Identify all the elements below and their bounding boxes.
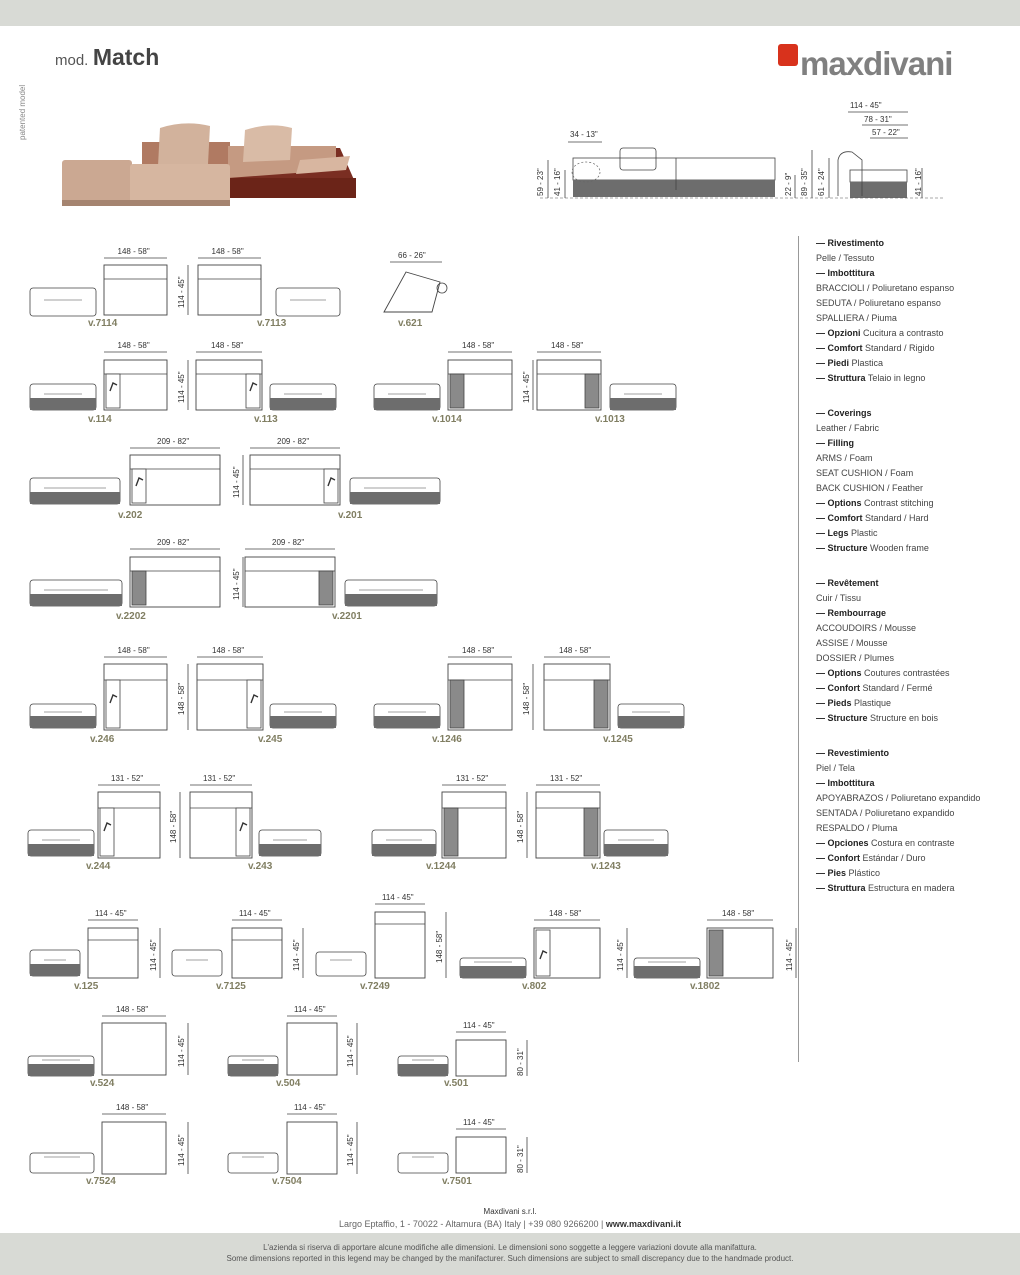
model-name: Match (92, 44, 160, 70)
model-code-7524: v.7524 (86, 1176, 116, 1187)
hero-dim-back-height: 89 - 35" (800, 168, 809, 196)
dim-depth: 148 - 58" (435, 930, 444, 963)
model-code-7125: v.7125 (216, 981, 246, 992)
dim-depth: 114 - 45" (616, 939, 625, 971)
dim-width: 148 - 58" (116, 1103, 149, 1112)
dim-width: 209 - 82" (157, 437, 190, 446)
module-plan-view (456, 1137, 506, 1173)
dim-depth: 114 - 45" (177, 276, 186, 308)
model-code-2202: v.2202 (116, 611, 146, 622)
dim-depth: 114 - 45" (232, 568, 241, 600)
module-arm (709, 930, 723, 976)
footer-address-text: Largo Eptaffio, 1 - 70022 - Altamura (BA) Italy | +39 080 9266200 | (338, 1219, 606, 1229)
model-code-501: v.501 (444, 1078, 469, 1089)
hero-cushion (620, 148, 656, 170)
dim-width: 209 - 82" (157, 538, 190, 547)
spec-line: — Legs Plastic (816, 528, 878, 538)
module-arm (319, 571, 333, 605)
spec-line: — Piedi Plastica (816, 358, 884, 368)
dim-depth: 80 - 31" (516, 1145, 525, 1173)
model-code-1243: v.1243 (591, 861, 621, 872)
module-arm (444, 808, 458, 856)
spec-panel (816, 236, 1016, 896)
module-base (30, 964, 80, 976)
dim-width: 209 - 82" (277, 437, 310, 446)
dim-width: 148 - 58" (211, 247, 244, 256)
dim-width: 148 - 58" (211, 341, 244, 350)
module-base (28, 1064, 94, 1076)
dim-width: 148 - 58" (462, 341, 495, 350)
hero-dim-depth-total: 114 - 45" (850, 101, 882, 110)
footer-address (0, 1219, 1020, 1229)
spec-line: — Comfort Standard / Hard (816, 513, 929, 523)
dim-depth: 114 - 45" (346, 1134, 355, 1166)
footer-website-link[interactable]: www.maxdivani.it (605, 1219, 682, 1229)
spec-line: BACK CUSHION / Feather (816, 483, 924, 493)
dim-width: 148 - 58" (462, 646, 495, 655)
model-code-125: v.125 (74, 981, 99, 992)
module-base (30, 398, 96, 410)
spec-line: — Coverings (816, 408, 872, 418)
dim-width: 148 - 58" (722, 909, 755, 918)
spec-line: — Structure Structure en bois (816, 713, 939, 723)
model-code-621: v.621 (398, 318, 423, 329)
hero-base (573, 180, 775, 197)
spec-line: — Options Coutures contrastées (816, 668, 950, 678)
model-code-7501: v.7501 (442, 1176, 472, 1187)
hero-technical-drawing (540, 112, 945, 198)
dim-depth: 114 - 45" (785, 939, 794, 971)
dim-width: 148 - 58" (116, 1005, 149, 1014)
module-front-view (398, 1153, 448, 1173)
spec-line: RESPALDO / Pluma (816, 823, 898, 833)
module-front-view (228, 1153, 278, 1173)
dim-width: 131 - 52" (111, 774, 144, 783)
dim-depth: 148 - 58" (522, 682, 531, 715)
spec-line: — Comfort Standard / Rigido (816, 343, 935, 353)
spec-line: APOYABRAZOS / Poliuretano expandido (816, 793, 981, 803)
dim-width: 148 - 58" (212, 646, 245, 655)
dim-width: 114 - 45" (463, 1118, 495, 1127)
module-base (604, 844, 668, 856)
spec-line: — Confort Standard / Fermé (816, 683, 933, 693)
module-base (634, 966, 700, 978)
dim-depth: 114 - 45" (232, 466, 241, 498)
model-code-246: v.246 (90, 734, 115, 745)
module-front-view (30, 288, 96, 316)
spec-line: — Options Contrast stitching (816, 498, 934, 508)
module-base (460, 966, 526, 978)
module-arm (585, 374, 599, 408)
spec-line: — Rembourrage (816, 608, 887, 618)
footer-company: Maxdivani s.r.l. (483, 1207, 537, 1216)
module-arm (594, 680, 608, 728)
module-base (372, 844, 436, 856)
model-drawings (28, 258, 796, 1174)
model-code-245: v.245 (258, 734, 283, 745)
bottom-bar (0, 1233, 1020, 1275)
spec-line: — Revestimiento (816, 748, 890, 758)
hero-dim-width: 34 - 13" (570, 130, 598, 139)
dim-width: 131 - 52" (203, 774, 236, 783)
model-code-2201: v.2201 (332, 611, 362, 622)
dim-width: 148 - 58" (551, 341, 584, 350)
module-arm (106, 374, 120, 408)
module-base (30, 716, 96, 728)
dim-width: 114 - 45" (239, 909, 271, 918)
dim-width: 148 - 58" (117, 341, 150, 350)
dim-width: 131 - 52" (550, 774, 583, 783)
spec-line: ASSISE / Mousse (816, 638, 888, 648)
spec-line: — Pieds Plastique (816, 698, 892, 708)
dim-width: 114 - 45" (95, 909, 127, 918)
spec-line: SENTADA / Poliuretano expandido (816, 808, 955, 818)
hero-detail-circle (572, 162, 600, 182)
module-plan-view (232, 928, 282, 978)
model-code-113: v.113 (254, 414, 278, 425)
module-plan-view (104, 265, 167, 315)
model-code-1244: v.1244 (426, 861, 456, 872)
spec-line: — Opzioni Cucitura a contrasto (816, 328, 944, 338)
module-base (398, 1064, 448, 1076)
module-base (28, 844, 94, 856)
module-arm (246, 374, 260, 408)
module-arm (584, 808, 598, 856)
module-arm (132, 571, 146, 605)
spec-line: Piel / Tela (816, 763, 855, 773)
module-base (374, 716, 440, 728)
model-code-1802: v.1802 (690, 981, 720, 992)
spec-line: — Pies Plástico (816, 868, 881, 878)
hero-sofa-image (62, 123, 356, 206)
hero-dim-back-height-2: 61 - 24" (817, 168, 826, 196)
dim-depth: 114 - 45" (177, 1035, 186, 1067)
dim-depth: 114 - 45" (292, 939, 301, 971)
hero-side-seat (850, 170, 907, 182)
module-arm (100, 808, 114, 856)
module-base (350, 492, 440, 504)
spec-line: ARMS / Foam (816, 453, 873, 463)
module-front-view (172, 950, 222, 976)
dim-width: 148 - 58" (549, 909, 582, 918)
model-code-1245: v.1245 (603, 734, 633, 745)
model-code-1013: v.1013 (595, 414, 625, 425)
module-arm (106, 680, 120, 728)
spec-line: Pelle / Tessuto (816, 253, 875, 263)
dim-depth: 114 - 45" (522, 371, 531, 403)
module-front-view (30, 1153, 94, 1173)
model-code-1246: v.1246 (432, 734, 462, 745)
disclaimer-en: Some dimensions reported in this legend may be changed by the manifacturer. Such dimensions are subject to small discrepancy due to the handmade product. (226, 1254, 794, 1263)
hero-dim-height-total: 59 - 23" (536, 168, 545, 196)
dim-depth: 114 - 45" (177, 371, 186, 403)
patented-note: patented model (18, 84, 27, 140)
module-arm (247, 680, 261, 728)
spec-divider (798, 236, 799, 1062)
model-code-524: v.524 (90, 1078, 115, 1089)
hero-dim-depth-inner: 57 - 22" (872, 128, 900, 137)
module-plan-view (88, 928, 138, 978)
model-code-244: v.244 (86, 861, 111, 872)
module-base (610, 398, 676, 410)
dim-depth: 114 - 45" (346, 1035, 355, 1067)
spec-line: SEAT CUSHION / Foam (816, 468, 914, 478)
module-arm (450, 374, 464, 408)
module-arm (324, 469, 338, 503)
hero-side-base (850, 182, 907, 198)
spec-line: — Rivestimento (816, 238, 885, 248)
model-code-201: v.201 (338, 510, 363, 521)
spec-line: — Revêtement (816, 578, 879, 588)
hero-seat-outline (573, 158, 775, 180)
model-code-243: v.243 (248, 861, 273, 872)
module-front-view (316, 952, 366, 976)
hero-dim-height-seat: 41 - 16" (553, 168, 562, 196)
model-code-7113: v.7113 (257, 318, 287, 329)
spec-line: DOSSIER / Plumes (816, 653, 895, 663)
model-code-7114: v.7114 (88, 318, 118, 329)
spec-line: Leather / Fabric (816, 423, 880, 433)
dim-depth: 148 - 58" (516, 810, 525, 843)
module-plan-view (102, 1023, 166, 1075)
module-arm (132, 469, 146, 503)
module-base (270, 398, 336, 410)
cushion-621 (384, 272, 440, 312)
spec-line: — Filling (816, 438, 854, 448)
spec-line: — Confort Estándar / Duro (816, 853, 926, 863)
spec-line: SEDUTA / Poliuretano espanso (816, 298, 941, 308)
spec-line: — Imbottitura (816, 268, 875, 278)
module-plan-view (198, 265, 261, 315)
dim-depth: 148 - 58" (169, 810, 178, 843)
spec-line: BRACCIOLI / Poliuretano espanso (816, 283, 955, 293)
dim-depth: 80 - 31" (516, 1048, 525, 1076)
spec-line: Cuir / Tissu (816, 593, 862, 603)
module-base (270, 716, 336, 728)
spec-line: — Imbottitura (816, 778, 875, 788)
model-code-7249: v.7249 (360, 981, 390, 992)
spec-line: ACCOUDOIRS / Mousse (816, 623, 917, 633)
dim-width: 148 - 58" (117, 247, 150, 256)
brand-name: maxdivani (800, 45, 953, 82)
spec-line: — Struttura Telaio in legno (816, 373, 926, 383)
module-plan-view (287, 1122, 337, 1174)
disclaimer-it: L'azienda si riserva di apportare alcune modifiche alle dimensioni. Le dimensioni sono soggette a leggere variazioni dovute alla manifattura. (263, 1243, 757, 1252)
module-base (345, 594, 437, 606)
dim-depth: 114 - 45" (177, 1134, 186, 1166)
module-base (618, 716, 684, 728)
dim-width: 66 - 26" (398, 251, 426, 260)
dim-width: 148 - 58" (117, 646, 150, 655)
dim-width: 114 - 45" (463, 1021, 495, 1030)
dim-width: 114 - 45" (382, 893, 414, 902)
dim-width: 114 - 45" (294, 1103, 326, 1112)
spec-line: — Structure Wooden frame (816, 543, 929, 553)
spec-line: — Struttura Estructura en madera (816, 883, 955, 893)
module-arm (536, 930, 550, 976)
mod-prefix: mod. (55, 52, 89, 69)
dim-width: 209 - 82" (272, 538, 305, 547)
model-code-114: v.114 (88, 414, 112, 425)
module-base (30, 492, 120, 504)
model-code-802: v.802 (522, 981, 547, 992)
hero-dim-seat-height-2: 41 - 16" (914, 168, 923, 196)
module-plan-view (287, 1023, 337, 1075)
module-base (259, 844, 321, 856)
module-base (374, 398, 440, 410)
hero-dim-arm-height: 22 - 9" (784, 172, 793, 196)
model-code-7504: v.7504 (272, 1176, 302, 1187)
module-arm (236, 808, 250, 856)
dim-width: 114 - 45" (294, 1005, 326, 1014)
module-base (228, 1064, 278, 1076)
model-code-504: v.504 (276, 1078, 301, 1089)
dim-depth: 148 - 58" (177, 682, 186, 715)
module-plan-view (375, 912, 425, 978)
module-plan-view (456, 1040, 506, 1076)
module-arm (450, 680, 464, 728)
model-code-202: v.202 (118, 510, 143, 521)
dim-width: 148 - 58" (559, 646, 592, 655)
module-plan-view (102, 1122, 166, 1174)
module-base (30, 594, 122, 606)
spec-line: SPALLIERA / Piuma (816, 313, 897, 323)
spec-line: — Opciones Costura en contraste (816, 838, 955, 848)
dim-depth: 114 - 45" (149, 939, 158, 971)
dim-width: 131 - 52" (456, 774, 489, 783)
module-front-view (276, 288, 340, 316)
model-code-1014: v.1014 (432, 414, 462, 425)
hero-dim-depth-seat: 78 - 31" (864, 115, 892, 124)
